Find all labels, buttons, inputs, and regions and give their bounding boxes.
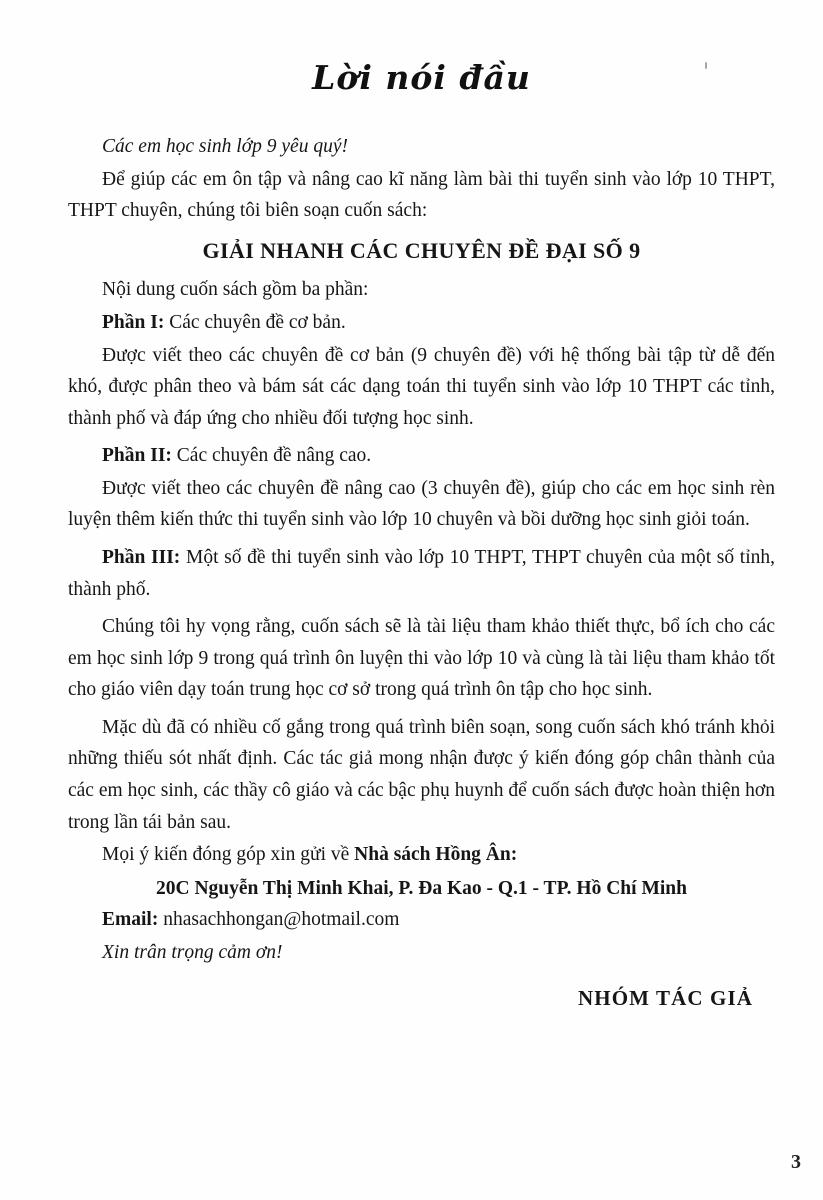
part-1-line: [68, 307, 775, 339]
part-1-label: Phần I:: [102, 311, 165, 333]
page-title: Lời nói đầu: [312, 58, 531, 97]
publisher-name: Nhà sách Hồng Ân:: [354, 844, 518, 866]
page-content-area: [68, 44, 775, 1160]
thanks-line: Xin trân trọng cảm ơn!: [102, 941, 283, 963]
email-label: Email:: [102, 909, 159, 931]
part-2-body: Được viết theo các chuyên đề nâng cao (3 chuyên đề), giúp cho các em học sinh rèn luyện thêm kiến thức thi tuyển sinh vào lớp 10 chuyên và bồi dưỡng học sinh giỏi toán.: [68, 477, 775, 531]
author-signature: NHÓM TÁC GIẢ: [578, 985, 753, 1010]
feedback-lead-text: Mọi ý kiến đóng góp xin gửi về: [102, 844, 355, 866]
preface-body: [68, 131, 775, 1015]
part-3-line: [68, 542, 775, 605]
part-2-label: Phần II:: [102, 445, 172, 467]
closing-paragraph-2: Mặc dù đã có nhiều cố gắng trong quá trình biên soạn, song cuốn sách khó tránh khỏi những thiếu sót nhất định. Các tác giả mong nhận được ý kiến đóng góp chân thành của các em học sinh, các thầy cô giáo và các bậc phụ huynh để cuốn sách được hoàn thiện hơn trong lần tái bản sau.: [68, 716, 775, 833]
part-1-body: Được viết theo các chuyên đề cơ bản (9 chuyên đề) với hệ thống bài tập từ dễ đến khó, được phân theo và bám sát các dạng toán thi tuyển sinh vào lớp 10 THPT các tỉnh, thành phố và đáp ứng cho nhiều đối tượng học sinh.: [68, 344, 775, 429]
feedback-line: [68, 839, 775, 871]
part-3-heading: Một số đề thi tuyển sinh vào lớp 10 THPT, THPT chuyên của một số tỉnh, thành phố.: [68, 546, 776, 600]
contents-intro: Nội dung cuốn sách gồm ba phần:: [102, 279, 369, 301]
part-3-label: Phần III:: [102, 546, 181, 568]
email-line: [68, 904, 775, 936]
book-title-heading: GIẢI NHANH CÁC CHUYÊN ĐỀ ĐẠI SỐ 9: [202, 237, 641, 263]
greeting-line: Các em học sinh lớp 9 yêu quý!: [102, 136, 348, 157]
part-1-heading: Các chuyên đề cơ bản.: [169, 311, 346, 333]
intro-paragraph: Để giúp các em ôn tập và nâng cao kĩ năng làm bài thi tuyển sinh vào lớp 10 THPT, THPT chuyên, chúng tôi biên soạn cuốn sách:: [68, 168, 775, 222]
publisher-address: 20C Nguyễn Thị Minh Khai, P. Đa Kao - Q.1 - TP. Hồ Chí Minh: [156, 877, 687, 899]
email-value: nhasachhongan@hotmail.com: [163, 909, 400, 931]
page-number: 3: [791, 1151, 801, 1173]
closing-paragraph-1: Chúng tôi hy vọng rằng, cuốn sách sẽ là tài liệu tham khảo thiết thực, bổ ích cho các em học sinh lớp 9 trong quá trình ôn luyện thi vào lớp 10 và cùng là tài liệu tham khảo tốt cho giáo viên dạy toán trung học cơ sở trong quá trình ôn tập cho học sinh.: [68, 616, 775, 701]
part-2-line: [68, 440, 775, 472]
part-2-heading: Các chuyên đề nâng cao.: [176, 445, 372, 467]
